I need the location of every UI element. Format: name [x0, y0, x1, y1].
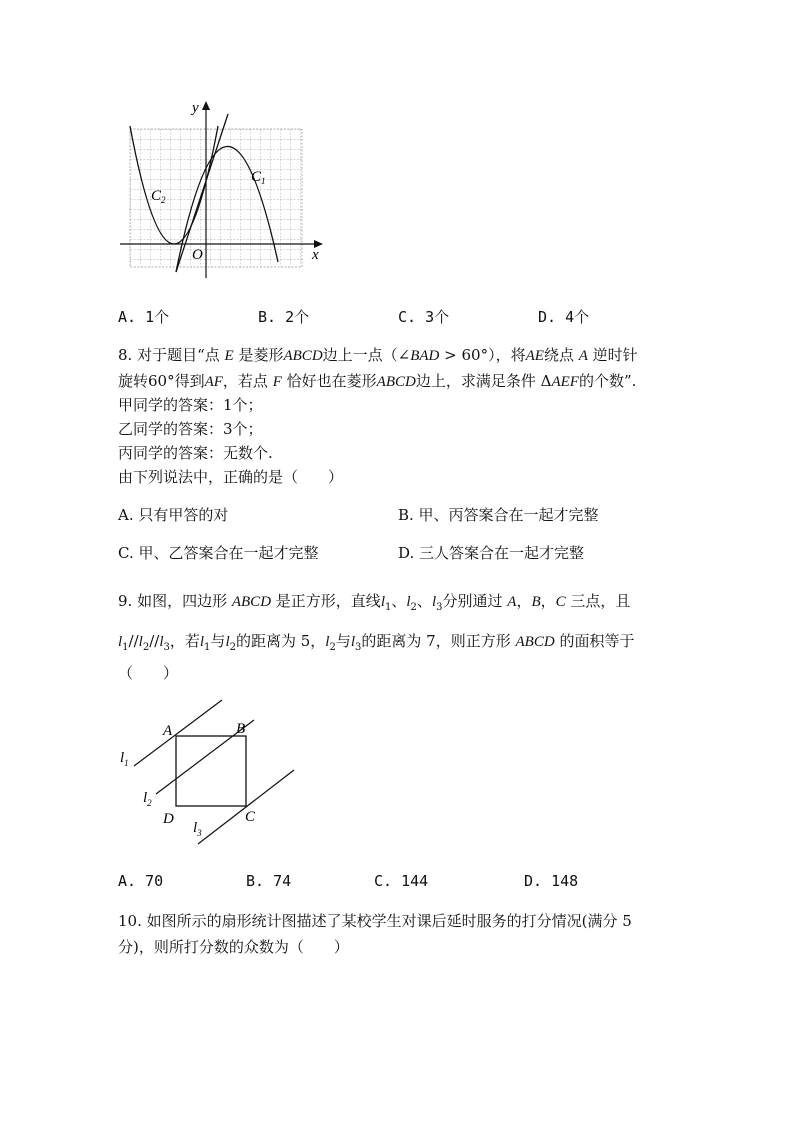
q9-line-3: （ ） — [118, 664, 179, 682]
q7-option-d[interactable]: D. 4个 — [538, 308, 590, 326]
q8-option-d[interactable]: D. 三人答案合在一起才完整 — [398, 544, 585, 562]
x-axis-label: x — [312, 247, 319, 263]
q8-line-2: 旋转60°得到AF，若点 F 恰好也在菱形ABCD边上，求满足条件 ΔAEF的个数”. — [118, 372, 637, 390]
q7-option-a[interactable]: A. 1个 — [118, 308, 170, 326]
c1-label: $C_1$ — [251, 169, 266, 186]
q7-function-graph — [118, 96, 333, 281]
q7-option-c[interactable]: C. 3个 — [398, 308, 450, 326]
q8-option-c[interactable]: C. 甲、乙答案合在一起才完整 — [118, 544, 319, 562]
q9-option-b[interactable]: B. 74 — [246, 872, 292, 890]
label-c: C — [245, 809, 256, 825]
label-l2: $l_2$ — [143, 790, 152, 808]
q9-line-2: $l_1//l_2//l_3$，若$l_1$与$l_2$的距离为 5，$l_2$与$l_3$的距离为 7，则正方形 ABCD 的面积等于 — [118, 632, 635, 653]
q8-line-5: 丙同学的答案：无数个. — [118, 444, 273, 462]
q8-line-6: 由下列说法中，正确的是（ ） — [118, 468, 344, 486]
q7-option-b[interactable]: B. 2个 — [258, 308, 310, 326]
q8-option-a[interactable]: A. 只有甲答的对 — [118, 506, 229, 524]
line-l1 — [134, 700, 222, 766]
label-a: A — [163, 723, 173, 739]
q8-line-3: 甲同学的答案：1个； — [118, 396, 263, 414]
q9-option-a[interactable]: A. 70 — [118, 872, 164, 890]
label-l1: $l_1$ — [120, 750, 129, 768]
q9-line-1: 9. 如图，四边形 ABCD 是正方形，直线$l_1$、$l_2$、$l_3$分别通过 A，B，C 三点，且 — [118, 592, 631, 613]
q9-option-c[interactable]: C. 144 — [374, 872, 429, 890]
y-axis-arrow — [202, 101, 210, 110]
q8-option-b[interactable]: B. 甲、丙答案合在一起才完整 — [398, 506, 599, 524]
q9-option-d[interactable]: D. 148 — [524, 872, 579, 890]
label-l3: $l_3$ — [193, 820, 202, 838]
origin-label: O — [192, 247, 203, 263]
q8-line-4: 乙同学的答案：3个； — [118, 420, 263, 438]
label-b: B — [236, 721, 246, 737]
q9-square-figure — [112, 698, 302, 848]
y-axis-label: y — [192, 100, 199, 116]
q8-line-1: 8. 对于题目“点 E 是菱形ABCD边上一点（∠BAD > 60°），将AE绕点 A 逆时针 — [118, 346, 638, 364]
q10-line-1: 10. 如图所示的扇形统计图描述了某校学生对课后延时服务的打分情况(满分 5 — [118, 912, 632, 930]
label-d: D — [163, 811, 174, 827]
q10-line-2: 分)，则所打分数的众数为（ ） — [118, 938, 349, 956]
c2-label: $C_2$ — [151, 188, 166, 205]
